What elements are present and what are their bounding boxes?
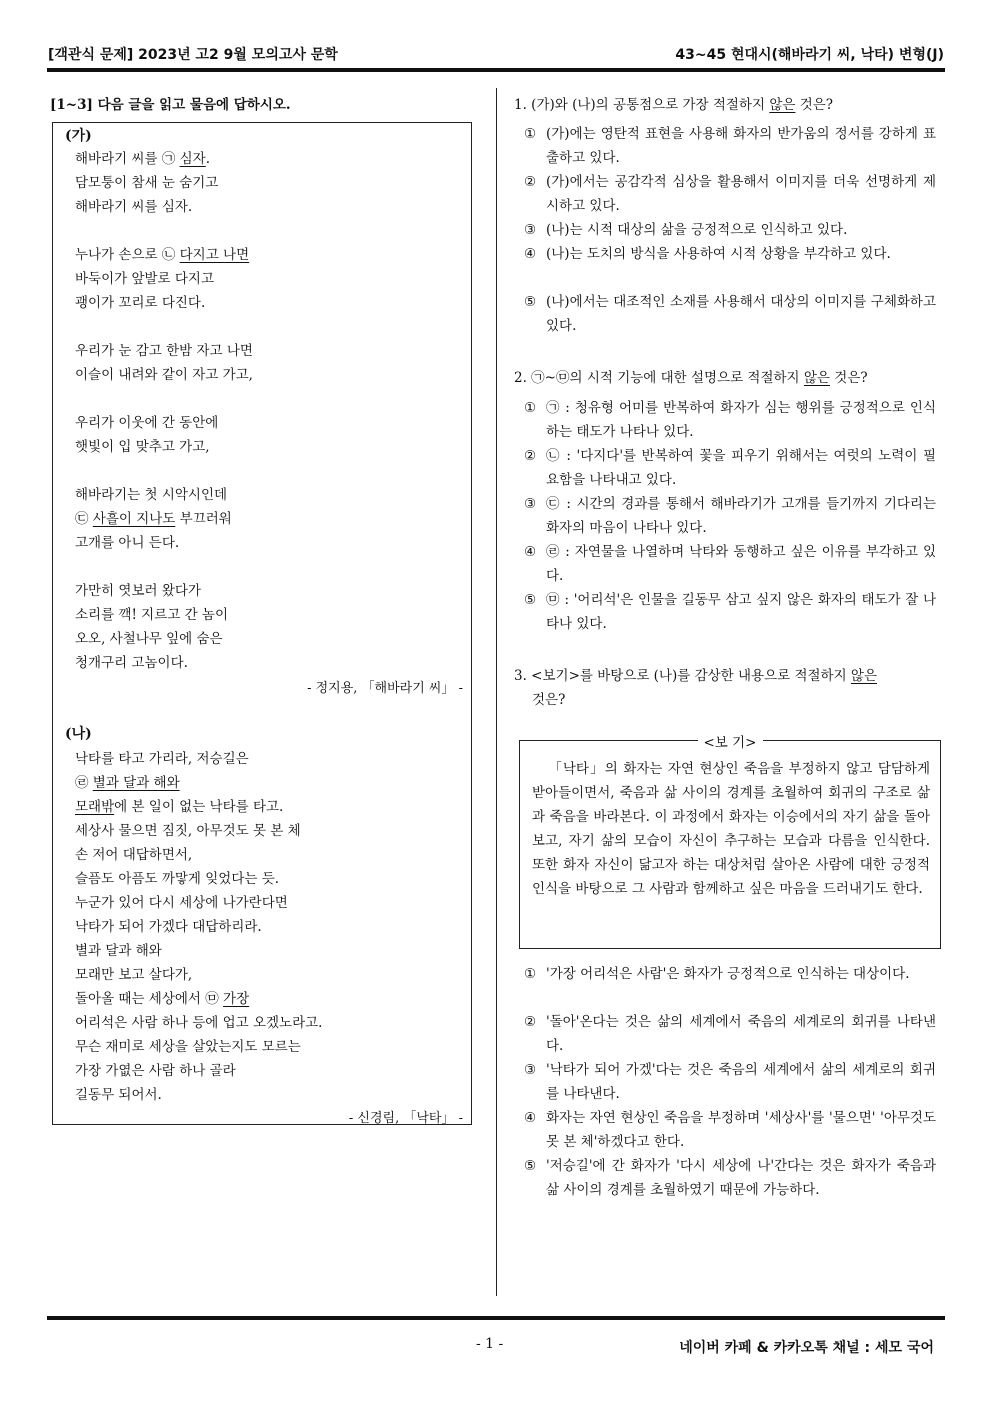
q3-option-5[interactable]: ⑤ '저승길'에 간 화자가 '다시 세상에 나'간다는 것은 화자가 죽음과 삶 사이의 경계를 초월하였기 때문에 가능하다.: [524, 1158, 936, 1198]
bogi-text: 「낙타」의 화자는 자연 현상인 죽음을 부정하지 않고 담담하게 받아들이면서, 죽음과 삶 사이의 경계를 초월하여 회귀의 구조로 삶과 죽음을 바라본다. 이 과정에서 화자는 이승에서의 자기 삶을 돌아보고, 자기 삶의 모습이 자신이 추구하는 모습과 다름을 인식한다. 또한 화자 자신이 닮고자 하는 대상처럼 살아온 사람에 대한 긍정적 인식을 바탕으로 그 사람과 함께하고 싶은 마음을 드러내기도 한다.: [532, 761, 930, 897]
poem-b-author: - 신경림, 「낙타」 -: [348, 1111, 463, 1126]
q3-option-3[interactable]: ③ '낙타가 되어 가겠'다는 것은 죽음의 세계에서 삶의 세계로의 회귀를 나타낸다.: [524, 1062, 936, 1102]
poem-line: 누나가 손으로 ㉡ 다지고 나면: [75, 247, 250, 263]
poem-line: 바둑이가 앞발로 다지고: [75, 271, 214, 287]
poem-line: 낙타가 되어 가겠다 대답하리라.: [75, 919, 262, 935]
poem-line: ㉢ 사흘이 지나도 부끄러워: [75, 511, 232, 527]
q1-option-4[interactable]: ④ (나)는 도치의 방식을 사용하여 시적 상황을 부각하고 있다.: [524, 246, 891, 262]
q3-option-4[interactable]: ④ 화자는 자연 현상인 죽음을 부정하며 '세상사'를 '물으면' '아무것도 못 본 체'하겠다고 한다.: [524, 1110, 936, 1150]
top-rule: [47, 68, 945, 72]
poem-line: 이슬이 내려와 같이 자고 가고,: [75, 367, 253, 383]
footer-credit: 네이버 카페 & 카카오톡 채널 : 세모 국어: [679, 1340, 934, 1356]
q3-option-2[interactable]: ② '돌아'온다는 것은 삶의 세계에서 죽음의 세계로의 회귀를 나타낸다.: [524, 1014, 936, 1054]
poem-line: 낙타를 타고 가리라, 저승길은: [75, 751, 249, 767]
header-section: 43~45 현대시(해바라기 씨, 낙타) 변형(J): [675, 47, 944, 63]
q1-option-1[interactable]: ① (가)에는 영탄적 표현을 사용해 화자의 반가움의 정서를 강하게 표출하고 있다.: [524, 126, 936, 166]
poem-line: 모래밖에 본 일이 없는 낙타를 타고.: [75, 799, 284, 815]
bottom-rule: [47, 1316, 945, 1320]
question-2-stem: 2. ㉠~㉤의 시적 기능에 대한 설명으로 적절하지 않은 것은?: [514, 370, 868, 386]
poem-line: 햇빛이 입 맞추고 가고,: [75, 439, 210, 455]
poem-line: 가장 가엾은 사람 하나 골라: [75, 1063, 236, 1079]
q2-option-1[interactable]: ① ㉠ : 청유형 어미를 반복하여 화자가 심는 행위를 긍정적으로 인식하는 태도가 나타나 있다.: [524, 400, 936, 440]
poem-line: 우리가 이웃에 간 동안에: [75, 415, 219, 431]
poem-line: 슬픔도 아픔도 까맣게 잊었다는 듯.: [75, 871, 280, 887]
poem-line: 무슨 재미로 세상을 살았는지도 모르는: [75, 1039, 301, 1055]
poem-line: 우리가 눈 감고 한밤 자고 나면: [75, 343, 253, 359]
poem-line: 모래만 보고 살다가,: [75, 967, 193, 983]
poem-line: 해바라기 씨를 ㉠ 심자.: [75, 151, 211, 167]
q1-option-5[interactable]: ⑤ (나)에서는 대조적인 소재를 사용해서 대상의 이미지를 구체화하고 있다.: [524, 294, 936, 334]
poem-b-label: (나): [65, 726, 92, 742]
bogi-title: <보 기>: [520, 731, 940, 751]
q3-option-1[interactable]: ① '가장 어리석은 사람'은 화자가 긍정적으로 인식하는 대상이다.: [524, 966, 910, 982]
q2-option-4[interactable]: ④ ㉣ : 자연물을 나열하며 낙타와 동행하고 싶은 이유를 부각하고 있다.: [524, 544, 936, 584]
poem-line: 손 저어 대답하면서,: [75, 847, 193, 863]
poem-a-author: - 정지용, 「해바라기 씨」 -: [307, 681, 463, 696]
poem-line: 소리를 깩! 지르고 간 놈이: [75, 607, 228, 623]
poem-line: 별과 달과 해와: [75, 943, 162, 959]
poem-line: 괭이가 꼬리로 다진다.: [75, 295, 206, 311]
question-1-stem: 1. (가)와 (나)의 공통점으로 가장 적절하지 않은 것은?: [514, 97, 834, 113]
column-divider: [496, 88, 497, 1296]
poem-box: [52, 122, 472, 1125]
poem-line: 해바라기는 첫 시악시인데: [75, 487, 228, 503]
q2-option-2[interactable]: ② ㉡ : '다지다'를 반복하여 꽃을 피우기 위해서는 여럿의 노력이 필요함을 나타내고 있다.: [524, 448, 936, 488]
poem-a-label: (가): [65, 128, 92, 144]
poem-line: ㉣ 별과 달과 해와: [75, 775, 180, 791]
bogi-box: [519, 735, 941, 949]
poem-line: 길동무 되어서.: [75, 1087, 162, 1103]
poem-line: 어리석은 사람 하나 등에 업고 오겠노라고.: [75, 1015, 323, 1031]
poem-line: 가만히 엿보러 왔다가: [75, 583, 201, 599]
q2-option-3[interactable]: ③ ㉢ : 시간의 경과를 통해서 해바라기가 고개를 들기까지 기다리는 화자의 마음이 나타나 있다.: [524, 496, 936, 536]
question-3-stem: 3. <보기>를 바탕으로 (나)를 감상한 내용으로 적절하지 않은: [514, 668, 877, 684]
poem-line: 청개구리 고놈이다.: [75, 655, 188, 671]
page-number: - 1 -: [476, 1336, 504, 1352]
q2-option-5[interactable]: ⑤ ㉤ : '어리석'은 인물을 길동무 삼고 싶지 않은 화자의 태도가 잘 나타나 있다.: [524, 592, 936, 632]
header-title: [객관식 문제] 2023년 고2 9월 모의고사 문학: [48, 47, 338, 63]
poem-line: 담모퉁이 참새 눈 숨기고: [75, 175, 219, 191]
instruction: [1~3] 다음 글을 읽고 물음에 답하시오.: [50, 97, 291, 113]
poem-line: 돌아올 때는 세상에서 ㉤ 가장: [75, 991, 250, 1007]
poem-line: 누군가 있어 다시 세상에 나가란다면: [75, 895, 288, 911]
q1-option-2[interactable]: ② (가)에서는 공감각적 심상을 활용해서 이미지를 더욱 선명하게 제시하고 있다.: [524, 174, 936, 214]
poem-line: 고개를 아니 든다.: [75, 535, 180, 551]
poem-line: 해바라기 씨를 심자.: [75, 199, 193, 215]
poem-line: 오오, 사철나무 잎에 숨은: [75, 631, 223, 647]
poem-line: 세상사 물으면 짐짓, 아무것도 못 본 체: [75, 823, 301, 839]
q1-option-3[interactable]: ③ (나)는 시적 대상의 삶을 긍정적으로 인식하고 있다.: [524, 222, 848, 238]
question-3-stem-cont: 것은?: [532, 692, 566, 708]
